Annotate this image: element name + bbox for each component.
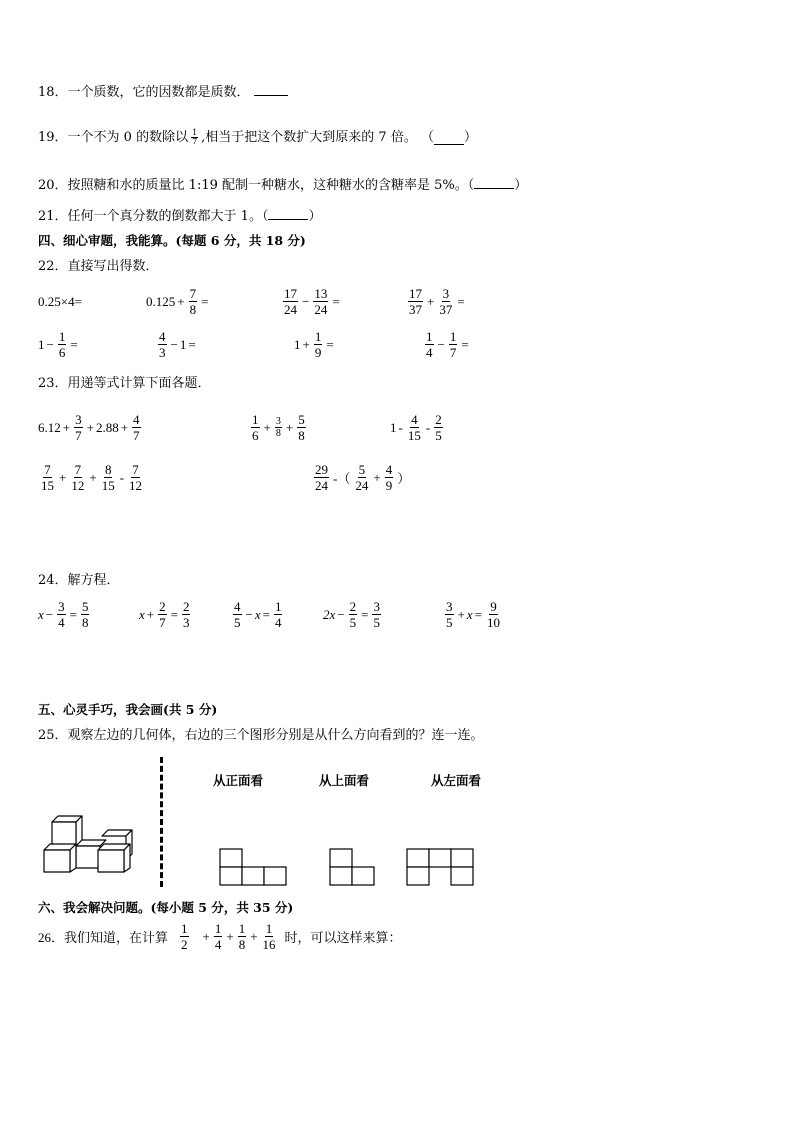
denominator: 24 bbox=[284, 302, 297, 317]
view-label-left: 从左面看 bbox=[431, 773, 482, 788]
denominator: 5 bbox=[349, 615, 357, 630]
denominator: 8 bbox=[189, 302, 197, 317]
q22-expr-4 bbox=[406, 286, 467, 317]
numerator: 7 bbox=[189, 286, 197, 301]
numerator: 3 bbox=[75, 412, 82, 427]
denominator: 15 bbox=[41, 478, 54, 493]
denominator: 4 bbox=[58, 615, 65, 630]
cube-front-face bbox=[76, 846, 100, 868]
numerator: 1 bbox=[252, 412, 259, 427]
q22-expr-8 bbox=[423, 329, 471, 360]
operator: - bbox=[398, 419, 403, 435]
number: 0.125 bbox=[146, 293, 176, 309]
equals: = bbox=[474, 606, 482, 622]
numerator: 1 bbox=[265, 921, 273, 936]
question-20 bbox=[38, 176, 527, 195]
denominator: 6 bbox=[252, 428, 259, 443]
number: 1 bbox=[390, 419, 397, 435]
denominator: 24 bbox=[355, 478, 369, 493]
denominator: 24 bbox=[314, 302, 328, 317]
fraction bbox=[445, 599, 454, 630]
fraction bbox=[214, 921, 223, 952]
equals: = bbox=[170, 606, 178, 622]
fraction bbox=[349, 599, 358, 630]
operator: -（ bbox=[333, 471, 351, 486]
fraction bbox=[191, 129, 198, 146]
question-26-pre: 26．我们知道，在计算 bbox=[38, 930, 169, 945]
equals: = bbox=[361, 606, 369, 622]
fraction bbox=[407, 412, 422, 443]
operator: + bbox=[177, 293, 185, 309]
numerator: 1 bbox=[214, 921, 222, 936]
equals: = bbox=[70, 336, 78, 352]
numerator: 4 bbox=[159, 329, 166, 344]
operator: + bbox=[202, 928, 210, 944]
question-20-text: 20．按照糖和水的质量比 1:19 配制一种糖水，这种糖水的含糖率是 5%。（ bbox=[38, 178, 475, 193]
answer-blank-18[interactable] bbox=[254, 83, 288, 96]
fraction bbox=[101, 462, 116, 493]
view-label-top: 从上面看 bbox=[319, 773, 370, 788]
equals: = bbox=[201, 293, 209, 309]
number: 2.88 bbox=[95, 419, 119, 435]
operator: + bbox=[86, 419, 94, 435]
denominator: 7 bbox=[192, 136, 198, 146]
numerator: 3 bbox=[446, 599, 453, 614]
close-paren: ） bbox=[514, 178, 528, 193]
answer-blank-19[interactable] bbox=[434, 132, 464, 145]
denominator: 4 bbox=[214, 937, 222, 952]
numerator: 1 bbox=[274, 599, 282, 614]
q23-expr-5 bbox=[312, 462, 412, 493]
question-25-title: 25．观察左边的几何体，右边的三个图形分别是从什么方向看到的？连一连。 bbox=[38, 728, 484, 743]
denominator: 3 bbox=[182, 615, 190, 630]
variable: x bbox=[139, 606, 145, 622]
view-label-front: 从正面看 bbox=[213, 773, 264, 788]
question-19 bbox=[38, 129, 477, 147]
fraction bbox=[182, 599, 191, 630]
fraction bbox=[438, 286, 453, 317]
denominator: 5 bbox=[373, 615, 380, 630]
section-4-title: 四、细心审题，我能算。(每题 6 分，共 18 分) bbox=[38, 233, 306, 248]
q23-expr-1 bbox=[38, 412, 143, 443]
fraction bbox=[74, 412, 83, 443]
number: 1 bbox=[179, 336, 187, 352]
numerator: 3 bbox=[275, 416, 281, 427]
q22-expr-2 bbox=[146, 286, 210, 317]
operator: + bbox=[226, 928, 234, 944]
equals: = bbox=[457, 293, 465, 309]
denominator: 9 bbox=[385, 478, 393, 493]
denominator: 37 bbox=[409, 302, 422, 317]
view-shape-3[interactable] bbox=[406, 848, 476, 888]
denominator: 37 bbox=[439, 302, 453, 317]
numerator: 13 bbox=[314, 286, 328, 301]
denominator: 4 bbox=[426, 345, 433, 360]
q23-expr-3 bbox=[390, 412, 445, 443]
operator: + bbox=[302, 336, 310, 352]
operator: − bbox=[45, 606, 54, 622]
fraction bbox=[57, 599, 66, 630]
fraction bbox=[275, 416, 282, 439]
operator: − bbox=[170, 336, 178, 352]
operator: + bbox=[263, 419, 271, 435]
numerator: 4 bbox=[411, 412, 418, 427]
denominator: 10 bbox=[486, 615, 500, 630]
section-5-title: 五、心灵手巧，我会画(共 5 分) bbox=[38, 702, 218, 717]
fraction bbox=[354, 462, 369, 493]
number: 1 bbox=[38, 336, 45, 352]
fraction bbox=[251, 412, 260, 443]
operator: − bbox=[337, 606, 345, 622]
operator: + bbox=[146, 606, 155, 622]
fraction bbox=[274, 599, 283, 630]
question-23-title: 23．用递等式计算下面各题． bbox=[38, 376, 211, 391]
question-21 bbox=[38, 207, 321, 226]
expr-text: 0.25×4= bbox=[38, 294, 82, 309]
equals: = bbox=[69, 606, 77, 622]
denominator: 15 bbox=[407, 428, 421, 443]
denominator: 12 bbox=[129, 478, 143, 493]
section-6-title: 六、我会解决问题。(每小题 5 分，共 35 分) bbox=[38, 900, 294, 915]
close-paren: ） bbox=[397, 471, 411, 486]
view-shape-1[interactable] bbox=[219, 848, 289, 888]
cube-front-face bbox=[52, 822, 76, 846]
numerator: 1 bbox=[192, 127, 198, 137]
variable: x bbox=[38, 606, 44, 622]
close-paren: ） bbox=[308, 209, 322, 224]
numerator: 3 bbox=[58, 599, 65, 614]
fraction bbox=[158, 599, 167, 630]
number: 6.12 bbox=[38, 419, 61, 435]
denominator: 8 bbox=[298, 428, 305, 443]
operator: + bbox=[120, 419, 129, 435]
question-24-title: 24．解方程． bbox=[38, 573, 120, 588]
fraction bbox=[425, 329, 434, 360]
q24-equation-1 bbox=[38, 599, 91, 630]
cube-top-face bbox=[76, 840, 106, 846]
answer-blank-21[interactable] bbox=[268, 207, 308, 220]
numerator: 1 bbox=[58, 329, 66, 344]
q22-expr-7 bbox=[294, 329, 336, 360]
denominator: 2 bbox=[181, 937, 188, 952]
fraction bbox=[40, 462, 55, 493]
numerator: 29 bbox=[315, 462, 328, 477]
numerator: 4 bbox=[385, 462, 393, 477]
numerator: 2 bbox=[435, 412, 442, 427]
numerator: 5 bbox=[298, 412, 305, 427]
numerator: 2 bbox=[182, 599, 190, 614]
denominator: 9 bbox=[314, 345, 322, 360]
fraction bbox=[238, 921, 247, 952]
question-26-post: 时，可以这样来算： bbox=[284, 930, 402, 945]
equals: = bbox=[262, 606, 270, 622]
fraction bbox=[180, 921, 189, 952]
question-18 bbox=[38, 83, 288, 102]
numerator: 1 bbox=[238, 921, 246, 936]
q23-expr-4 bbox=[38, 462, 145, 493]
denominator: 12 bbox=[71, 478, 85, 493]
q24-equation-2 bbox=[139, 599, 192, 630]
operator: + bbox=[250, 928, 258, 944]
cube-front-face bbox=[44, 850, 70, 872]
denominator: 5 bbox=[435, 428, 442, 443]
fraction bbox=[314, 329, 323, 360]
numerator: 7 bbox=[44, 462, 51, 477]
numerator: 7 bbox=[74, 462, 82, 477]
fraction bbox=[132, 412, 141, 443]
operator: + bbox=[373, 469, 381, 485]
cube-front-face bbox=[98, 850, 124, 872]
fraction bbox=[283, 286, 298, 317]
q22-expr-6 bbox=[156, 329, 198, 360]
numerator: 5 bbox=[358, 462, 366, 477]
operator: - bbox=[425, 419, 431, 435]
operator: + bbox=[427, 293, 435, 309]
divider-dashed-line bbox=[160, 757, 163, 887]
geometric-solid-figure bbox=[40, 810, 144, 874]
operator: + bbox=[457, 606, 465, 622]
denominator: 16 bbox=[262, 937, 276, 952]
numerator: 2 bbox=[159, 599, 166, 614]
fraction bbox=[313, 286, 328, 317]
equals: = bbox=[326, 336, 334, 352]
numerator: 1 bbox=[181, 921, 188, 936]
question-18-text: 18．一个质数，它的因数都是质数． bbox=[38, 85, 250, 100]
operator: − bbox=[437, 336, 445, 352]
numerator: 8 bbox=[104, 462, 112, 477]
denominator: 5 bbox=[446, 615, 453, 630]
operator: − bbox=[302, 293, 310, 309]
equals: = bbox=[461, 336, 469, 352]
denominator: 3 bbox=[159, 345, 166, 360]
numerator: 5 bbox=[81, 599, 89, 614]
denominator: 8 bbox=[275, 428, 281, 439]
denominator: 8 bbox=[238, 937, 246, 952]
numerator: 4 bbox=[234, 599, 241, 614]
numerator: 3 bbox=[442, 286, 450, 301]
q24-equation-5 bbox=[443, 599, 503, 630]
numerator: 7 bbox=[132, 462, 139, 477]
denominator: 8 bbox=[81, 615, 89, 630]
numerator: 17 bbox=[409, 286, 422, 301]
fraction bbox=[408, 286, 423, 317]
fraction bbox=[434, 412, 443, 443]
equals: = bbox=[188, 336, 196, 352]
numerator: 1 bbox=[426, 329, 433, 344]
numerator: 1 bbox=[449, 329, 457, 344]
q24-equation-4 bbox=[323, 599, 383, 630]
operator: + bbox=[89, 469, 97, 485]
fraction bbox=[449, 329, 458, 360]
operator: + bbox=[62, 419, 71, 435]
variable: x bbox=[466, 606, 473, 622]
numerator: 2 bbox=[349, 599, 357, 614]
denominator: 15 bbox=[101, 478, 115, 493]
view-shape-2[interactable] bbox=[329, 848, 377, 888]
fraction bbox=[58, 329, 67, 360]
denominator: 7 bbox=[133, 428, 140, 443]
fraction bbox=[297, 412, 306, 443]
fraction bbox=[128, 462, 143, 493]
denominator: 6 bbox=[58, 345, 66, 360]
fraction bbox=[189, 286, 198, 317]
operator: − bbox=[46, 336, 54, 352]
q24-equation-3 bbox=[231, 599, 284, 630]
q22-expr-1 bbox=[38, 294, 82, 310]
fraction bbox=[158, 329, 167, 360]
operator: − bbox=[245, 606, 253, 622]
q23-expr-2 bbox=[249, 412, 308, 443]
question-22-title: 22．直接写出得数． bbox=[38, 259, 159, 274]
denominator: 7 bbox=[159, 615, 166, 630]
denominator: 24 bbox=[315, 478, 328, 493]
number: 1 bbox=[294, 336, 301, 352]
fraction bbox=[81, 599, 90, 630]
fraction bbox=[262, 921, 277, 952]
operator: + bbox=[59, 469, 67, 485]
fraction bbox=[486, 599, 501, 630]
denominator: 4 bbox=[274, 615, 282, 630]
question-26 bbox=[38, 921, 402, 952]
q22-expr-5 bbox=[38, 329, 80, 360]
variable: x bbox=[254, 606, 261, 622]
variable: 2x bbox=[323, 606, 336, 622]
fraction bbox=[70, 462, 85, 493]
denominator: 5 bbox=[234, 615, 241, 630]
denominator: 7 bbox=[449, 345, 457, 360]
fraction bbox=[385, 462, 394, 493]
operator: + bbox=[285, 419, 294, 435]
operator: - bbox=[119, 469, 125, 485]
fraction bbox=[233, 599, 242, 630]
numerator: 1 bbox=[314, 329, 322, 344]
question-19-post: ,相当于把这个数扩大到原来的 7 倍。 （ bbox=[201, 130, 434, 145]
fraction bbox=[372, 599, 381, 630]
numerator: 4 bbox=[133, 412, 140, 427]
numerator: 3 bbox=[373, 599, 380, 614]
question-19-pre: 19．一个不为 0 的数除以 bbox=[38, 130, 189, 145]
equals: = bbox=[332, 293, 340, 309]
question-21-text: 21．任何一个真分数的倒数都大于 1。（ bbox=[38, 209, 269, 224]
close-paren: ） bbox=[463, 130, 477, 145]
numerator: 17 bbox=[284, 286, 297, 301]
q22-expr-3 bbox=[281, 286, 342, 317]
denominator: 7 bbox=[75, 428, 82, 443]
numerator: 9 bbox=[490, 599, 497, 614]
answer-blank-20[interactable] bbox=[474, 176, 514, 189]
fraction bbox=[314, 462, 329, 493]
